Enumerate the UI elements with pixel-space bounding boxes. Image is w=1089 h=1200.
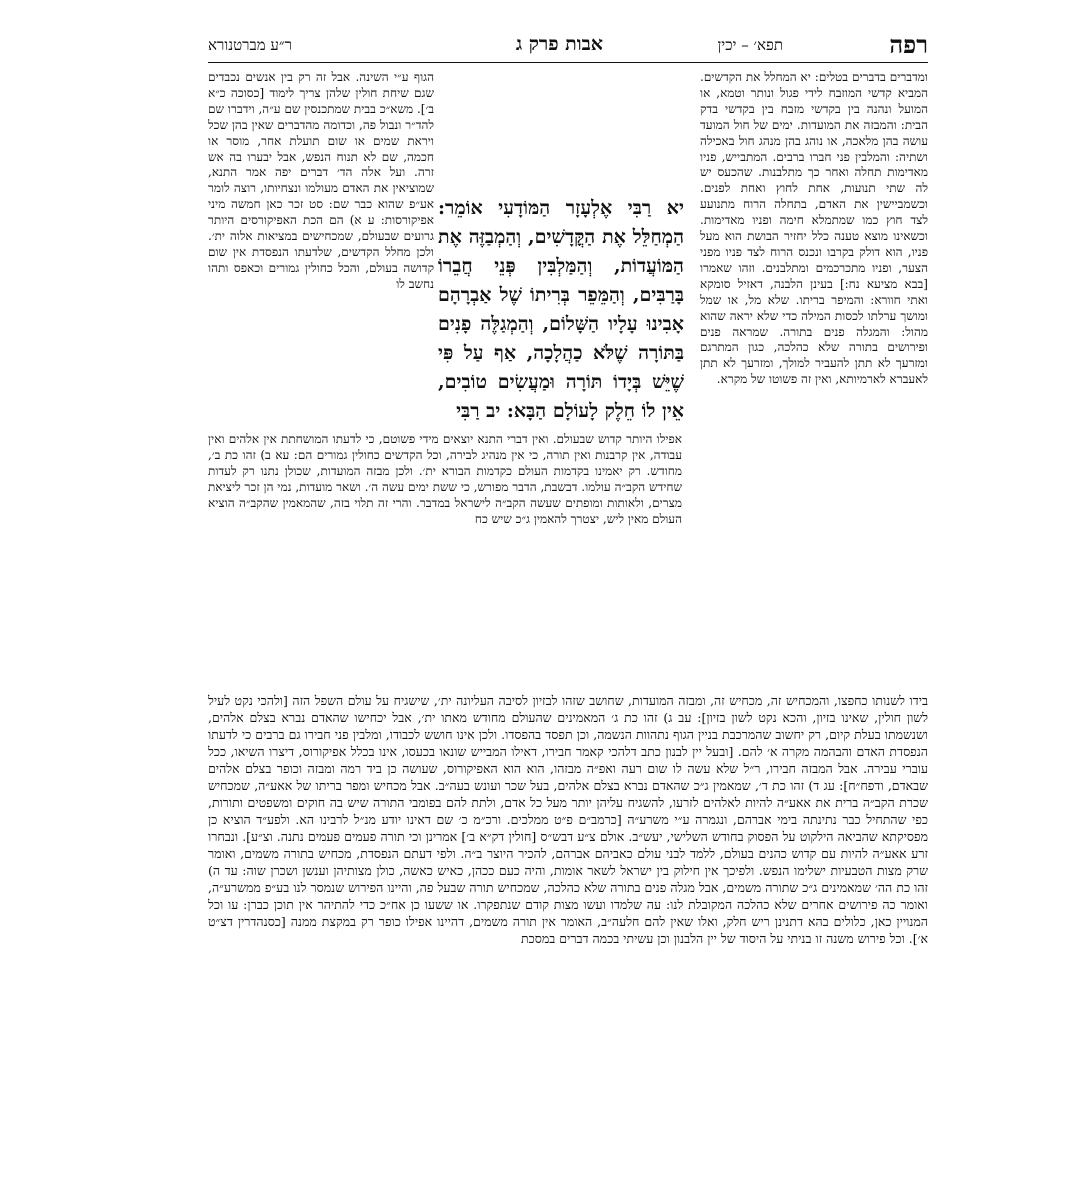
commentary-name: ר״ע מברטנורא xyxy=(208,36,292,54)
page-header xyxy=(208,30,928,62)
page-number: רפה xyxy=(889,30,928,59)
page xyxy=(208,30,928,1160)
commentary-bartenura xyxy=(700,70,928,678)
commentary-tiferet-upper xyxy=(208,70,434,432)
mishna-text: יא רַבִּי אֶלְעָזָר הַמּוֹדָעִי אוֹמֵר: הַמְחַלֵּל אֶת הַקֳּדָשִׁים, וְהַמְבַזֶּה אֶת הַמּוֹעֲדוֹת, וְהַמַּלְבִּין פְּנֵי חֲבֵרוֹ בָּרַבִּים, וְהַמֵּפֵר בְּרִיתוֹ שֶׁל אַבְרָהָם אָבִינוּ עָלָיו הַשָּׁלוֹם, וְהַמְגַלֶּה פָנִים בַּתּוֹרָה שֶׁלֹּא כַהֲלָכָה, אַף עַל פִּי שֶׁיֵּשׁ בְּיָדוֹ תּוֹרָה וּמַעֲשִׂים טוֹבִים, אֵין לוֹ חֵלֶק לָעוֹלָם הַבָּא: יב רַבִּי xyxy=(438,197,684,422)
header-range: תפא׳ – יכין xyxy=(717,36,783,54)
commentary-tiferet-bottom-text: בידו לשנותו כחפצו, והמכחיש זה, מכחיש זה, ומבזה המועדות, שחושב שזהו לבזיון לסיבה העליונה ית׳, שישגיח על עולם השפל הזה [ולהכי נקט לעיל לשון חולין, שאינו בזיון, והכא נקט לשון בזיון]: עב ג) זהו כת ג׳ המאמינים שהעולם מחודש מאתו ית׳, אבל יכחישו שהאדם נברא בצלם אלהים, ושנשמתו בעלת קיום, רק יחשוב שהמרכבת בניין הגוף נתהוות הנשמה, וכן תפסד בהפסדו. ולכן אינו חושש לכבודו, ומלבין פני חבירו גם ברבים כי לדעתו הנפסדת האדם והבהמה מקרה א׳ להם. [ובעל יין לבנון כתב דלהכי קאמר חבירו, דאילו המבייש שונאו בכעסו, אינו בכלל אפיקורוס, דיצרו השיאו, ככל עוברי עבירה. אבל המבזה חבירו, ר״ל שלא עשה לו שום רעה ואפ״ה מבזהו, הוא הוא האפיקורוס, שעושה כן ביד רמה ומבזה וכופר בצלם אלהים שבאדם, ודפח״ח]: עג ד) זהו כת ד׳, שמאמין ג״כ שהאדם נברא בצלם אלהים, בעל שכר ועונש בעה״ב. אבל מכחיש ומפר בריתו של אאע״ה, שמכחיש שכרת הקב״ה ברית את אאע״ה להיות לאלהים לזרעו, להשגיח עליהן יותר מעל כל אדם, ולתת להם בפומבי התורה שיש בה חוקים ומשפטים ותורות, כפי שהתחיל כבר נתינתה בימי אברהם, ונגמרה ע״י משרע״ה [כרמב״ם פ״ט ממלכים. ורכ״מ כ׳ שם דאינו יודע מנ״ל לרבינו הא. ולפע״ד הוציא כן מפסיקתא שהביאה הילקוט על הפסוק בחודש השלישי, יעש״ב. אולם צ״ע דבש״ס [חולין דק״א ב׳] אמרינן וכי תורה פעמים פעמים נתנה. וצ״ע]. ונבחרו זרע אאע״ה להיות עם קדוש כהנים בעולם, ללמד לבני עולם כאביהם אברהם, להכיר היוצר ב״ה. ולפי דעתם הנפסדת, מכחיש בתורה משמים, ואומר שרק מצות הטבעיות ישלימו הנפש. ולפיכך אין חילוק בין ישראל לשאר אומות, והיה כעם ככהן, כאיש כאשה, כולן מצותיהן וענשן ושכרן שוה: עד ה) זהו כת הה׳ שמאמינים ג״כ שתורה משמים, אבל מגלה פנים בתורה שלא כהלכה, שמכחיש תורה שבעל פה, והיינו הפירוש שנמסר לנו בע״פ ממשרע״ה, ואומר כה פירושים אחרים שלא כהלכה המקובלת לנו: עה שלמדו ועשו מצות קודם שנתפקרו. או ששעו כן אח״כ כדי להתיהר אין תוכן כברן: עו וכל המנויין כאן, כלולים בהא דתנינן ריש חלק, ואלו שאין להם חלעה״ב, האומר אין תורה משמים, דהיינו אפילו כופר רק במקצת ממנה [כסנהדרין דצ״ט א׳]. וכל פירוש משנה זו בניתי על היסוד של יין הלבנון וכן עשיתי בכמה דברים במסכת xyxy=(208,693,928,946)
commentary-bartenura-text: ומדברים בדברים בטלים: יא המחלל את הקדשים. המביא קדשי המוזבח לידי פגול ונותר וטמא, או המועל ונהנה בין בקדשי מזבח בין בקדשי בדק הבית: והמבזה את המועדות. ימים של חול המועד עושה בהן מלאכה, או נוהג בהן מנהג חול באכילה ושתיה: והמלבין פני חברו ברבים. המתבייש, פניו מאדימות תחלה ואחר כך מתלבנות. שהכעס יש לה שתי תנועות, אחת לחוץ ואחת לפנים. וכשמביישין את האדם, בתחלה הרוח מתנועע לצד חוץ כמו שמתמלא חימה ופניו מאדימות. וכשאינו מוצא טענה כלל יחזיר הבושת הוא מעל פניו, הוא דולק בקרבו ונכנס הרוח לצד פניו מפני הצער, ופניו מתכרכמים ומתלבנים. וזהו שאמרו [בבא מציעא נח:] בעינן הלבנה, דאזיל סומקא ואתי חוורא: והמיפר בריתו. שלא מל, או שמל ומושך ערלתו לכסות המילה כדי שלא יראה שהוא מהול: והמגלה פנים בתורה. שמראה פנים ופירושים בתורה שלא כהלכה, כגון המתרגם ומזרעך לא תתן להעביר למולך, ומזרעך לא תתן לאעברא לארמיותא, ואין זה פשוטו של מקרא. xyxy=(700,70,928,387)
header-rule xyxy=(208,62,928,63)
commentary-tiferet-upper-text: הגוף ע״י השינה. אבל זה רק בין אנשים נכבדים שגם שיחת חולין שלהן צריך לימוד [כסוכה כ״א ב׳]. משא״כ בבית שמתכנסין שם ע״ה, וידברו שם להד״ר ונבול פה, וכדומה מהדברים שאין בהן שכל ויראת שמים או שום תועלת אחר, מוסר או חכמה, שם לא תנוח הנפש, אבל יבערו בה אש זרה. ועל אלה הד׳ דברים יפה אמר התנא, שמוציאין את האדם מעולמו ונצחיותו, רוצה לומר אע״פ שהוא כבר שם: סט זכר כאן חמשה מיני אפיקורסות: ע א) הם הכת האפיקורסים היותר גרועים שבעולם, שמכחישים במציאות אלוה ית׳. ולכן מחלל הקדשים, שלדעתו הנפסדת אין שום קדושה בעולם, והכל כחולין גמורים וכאפס ותהו נחשב לו xyxy=(208,70,434,291)
commentary-tiferet-lower-text: אפילו היותר קדוש שבעולם. ואין דברי התנא יוצאים מידי פשוטם, כי לדעתו המושחתת אין אלהים ואין עבודה, אין קרבנות ואין תורה, כי אין מנהיג לבירה, וכל הקדשים כחולין גמורים הם: עא ב) זהו כת ב׳, מחודש. רק יאמינו בקדמות העולם כקדמות הבורא ית׳. ולכן מבזה המועדות, שכולן נתנו רק לעדות שחידש הקב״ה עולמו. דבשבת, הדבר מפורש, כי ששת ימים עשה ה׳. ושאר מועדות, נמי הן זכר ליציאת מצרים, ולאותות ומופתים שעשה הקב״ה לישראל במדבר. והרי זה תלוי בזה, שהמאמין שהקב״ה הוציא העולם מאין ליש, יצטרך להאמין ג״כ שיש כח xyxy=(208,432,682,526)
tractate-title: אבות פרק ג xyxy=(515,33,603,55)
commentary-tiferet-lower xyxy=(208,432,682,682)
commentary-tiferet-bottom xyxy=(208,692,928,1160)
